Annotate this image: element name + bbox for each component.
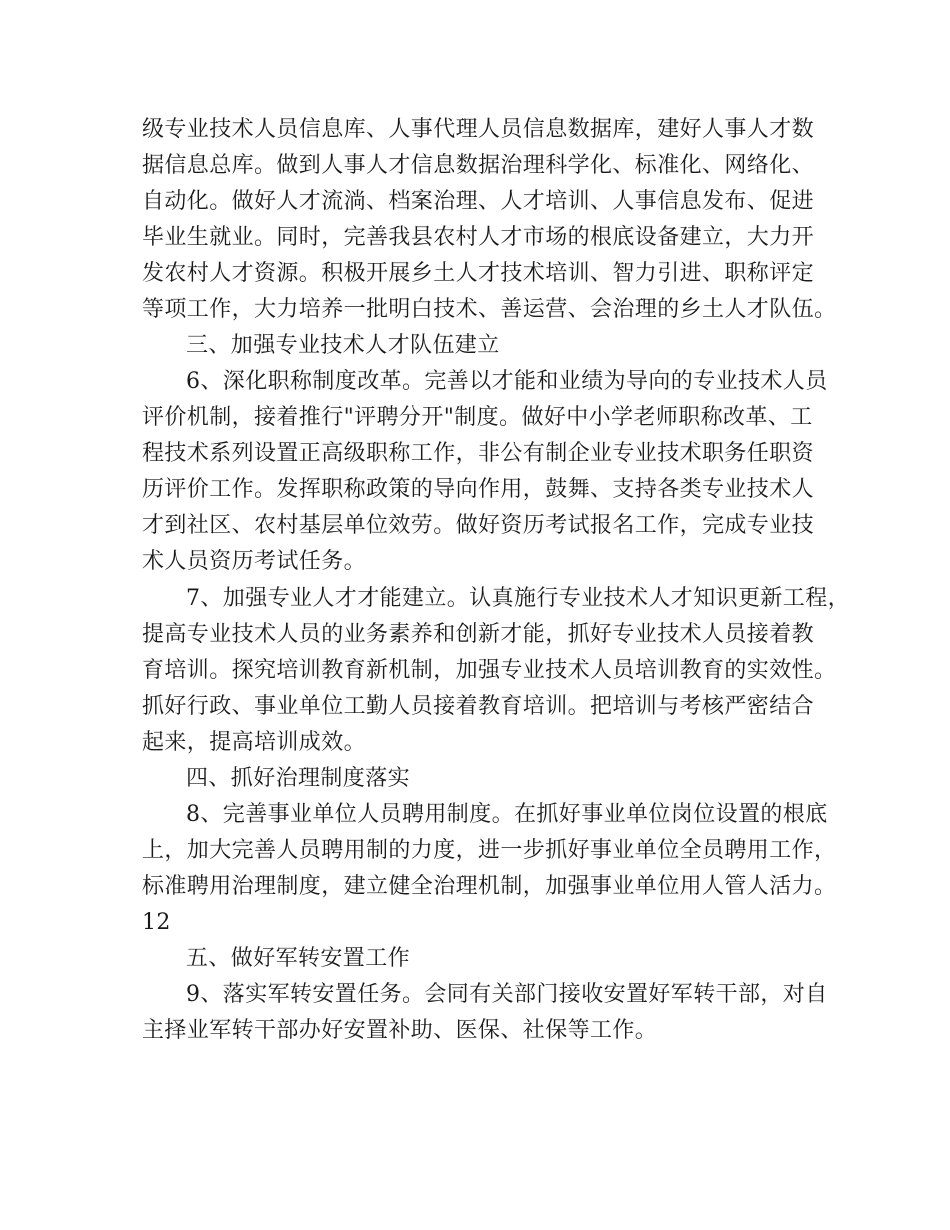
text-line: 育培训。探究培训教育新机制，加强专业技术人员培训教育的实效性。 xyxy=(142,658,837,683)
text-line: 评价机制，接着推行"评聘分开"制度。做好中小学老师职称改革、工 xyxy=(142,405,813,430)
section-heading: 五、做好军转安置工作 xyxy=(186,946,411,971)
text-line: 起来，提高培训成效。 xyxy=(142,730,367,755)
text-line: 主择业军转干部办好安置补助、医保、社保等工作。 xyxy=(142,1018,658,1043)
text-line: 级专业技术人员信息库、人事代理人员信息数据库，建好人事人才数 xyxy=(142,117,815,142)
section-heading: 四、抓好治理制度落实 xyxy=(186,766,411,791)
text-line: 等项工作，大力培养一批明白技术、善运营、会治理的乡土人才队伍。 xyxy=(142,297,837,322)
text-line: 标准聘用治理制度，建立健全治理机制，加强事业单位用人管人活力。 xyxy=(142,874,837,899)
section-heading: 三、加强专业技术人才队伍建立 xyxy=(186,333,500,358)
text-line: 历评价工作。发挥职称政策的导向作用，鼓舞、支持各类专业技术人 xyxy=(142,477,815,502)
text-line: 抓好行政、事业单位工勤人员接着教育培训。把培训与考核严密结合 xyxy=(142,694,815,719)
text-line: 发农村人才资源。积极开展乡土人才技术培训、智力引进、职称评定 xyxy=(142,261,815,286)
text-line: 程技术系列设置正高级职称工作，非公有制企业专业技术职务任职资 xyxy=(142,441,815,466)
text-line: 6、深化职称制度改革。完善以才能和业绩为导向的专业技术人员 xyxy=(186,369,828,394)
text-line: 上，加大完善人员聘用制的力度，进一步抓好事业单位全员聘用工作， xyxy=(142,838,837,863)
text-line: 8、完善事业单位人员聘用制度。在抓好事业单位岗位设置的根底 xyxy=(186,802,828,827)
text-line: 术人员资历考试任务。 xyxy=(142,549,367,574)
text-line: 7、加强专业人才才能建立。认真施行专业技术人才知识更新工程， xyxy=(186,586,850,611)
text-line: 据信息总库。做到人事人才信息数据治理科学化、标准化、网络化、 xyxy=(142,153,815,178)
text-line: 才到社区、农村基层单位效劳。做好资历考试报名工作，完成专业技 xyxy=(142,513,815,538)
text-line: 自动化。做好人才流淌、档案治理、人才培训、人事信息发布、促进 xyxy=(142,189,815,214)
text-line: 9、落实军转安置任务。会同有关部门接收安置好军转干部，对自 xyxy=(186,982,828,1007)
text-line: 提高专业技术人员的业务素养和创新才能，抓好专业技术人员接着教 xyxy=(142,622,815,647)
page-number: 12 xyxy=(142,910,171,935)
text-line: 毕业生就业。同时，完善我县农村人才市场的根底设备建立，大力开 xyxy=(142,225,815,250)
